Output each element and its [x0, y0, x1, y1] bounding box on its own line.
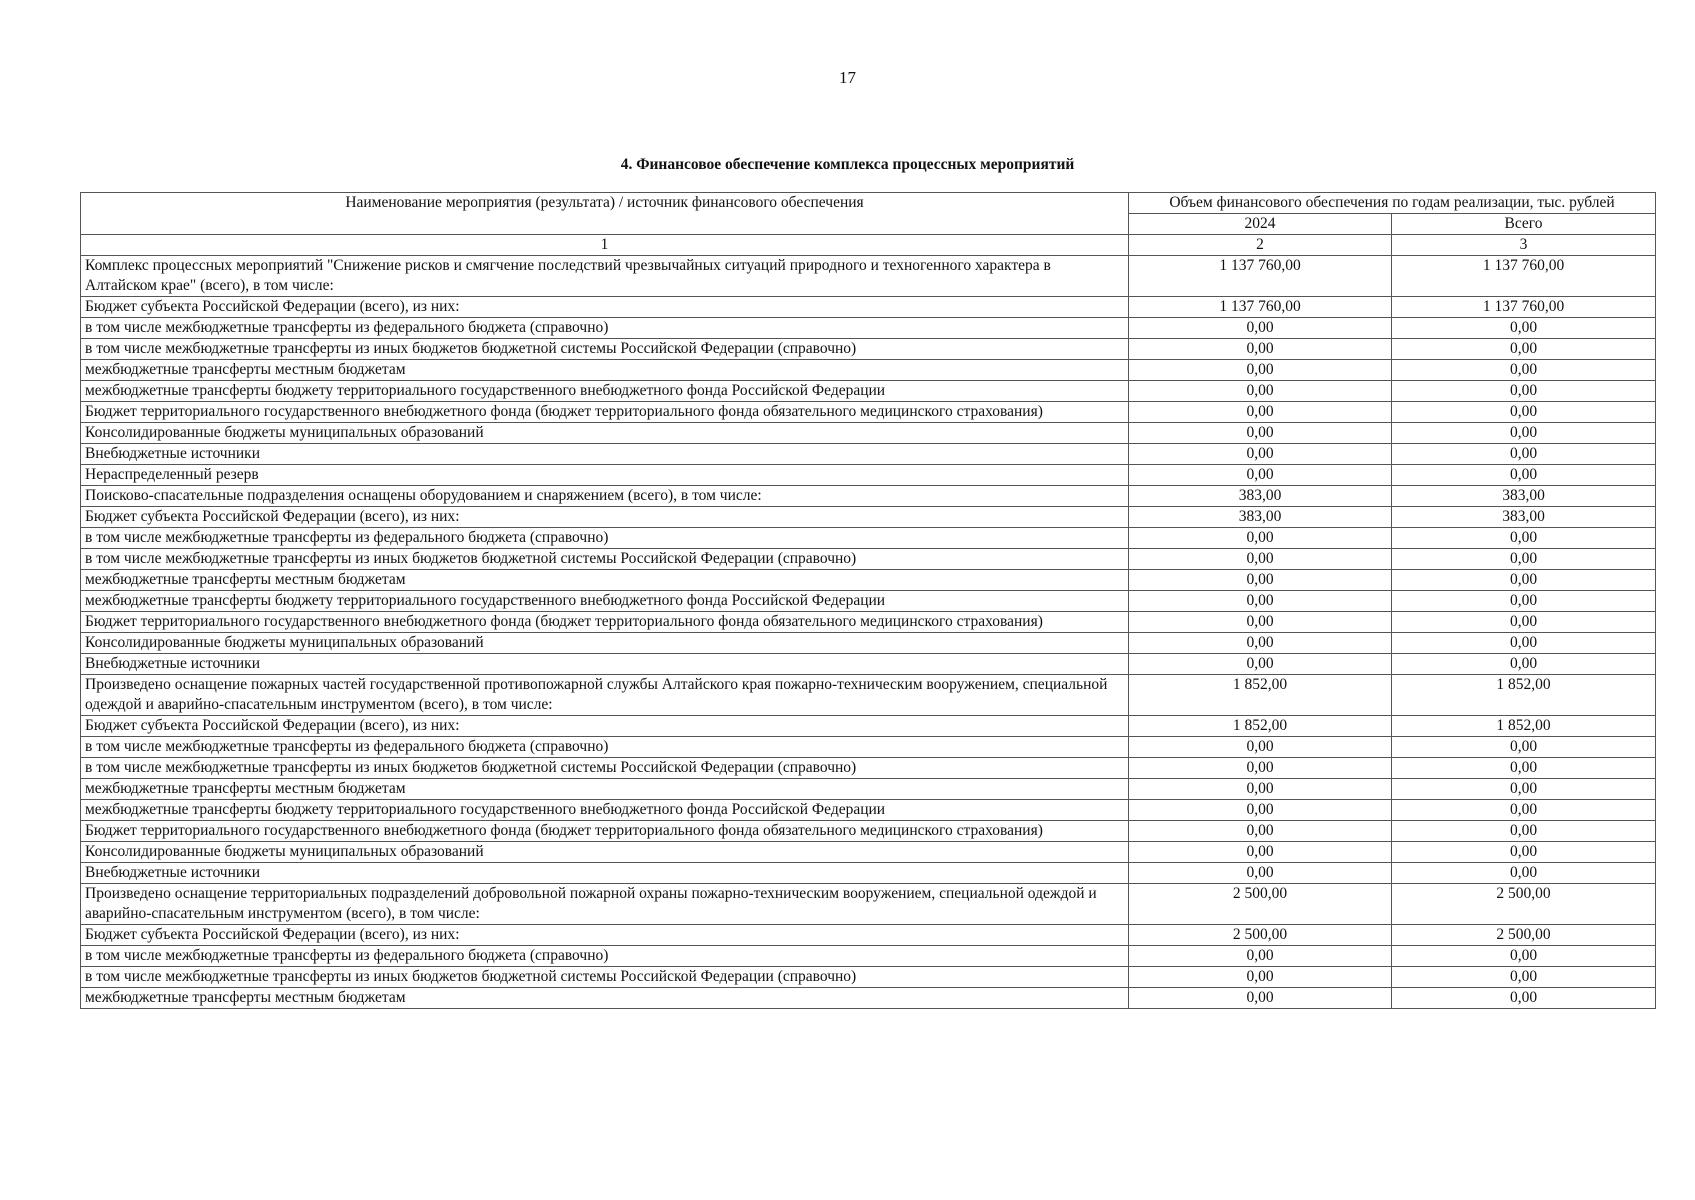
table-row: [81, 402, 1656, 423]
row-2024-cell: 383,00: [1129, 507, 1392, 528]
row-2024-cell: 0,00: [1129, 654, 1392, 675]
row-2024-cell: 0,00: [1129, 423, 1392, 444]
row-total-cell: 0,00: [1392, 528, 1656, 549]
row-total-cell: 0,00: [1392, 779, 1656, 800]
row-2024-cell: 1 137 760,00: [1129, 297, 1392, 318]
row-2024-cell: 383,00: [1129, 486, 1392, 507]
table-row: [81, 528, 1656, 549]
row-2024-cell: 0,00: [1129, 402, 1392, 423]
row-total-cell: 0,00: [1392, 444, 1656, 465]
table-row: [81, 318, 1656, 339]
row-name-cell: межбюджетные трансферты местным бюджетам: [81, 360, 1129, 381]
row-total-cell: 0,00: [1392, 423, 1656, 444]
row-total-cell: 0,00: [1392, 633, 1656, 654]
row-total-cell: 0,00: [1392, 967, 1656, 988]
row-total-cell: 1 852,00: [1392, 675, 1656, 716]
col-number-1: 1: [81, 235, 1129, 256]
row-name-cell: межбюджетные трансферты бюджету территориального государственного внебюджетного фонда Российской Федерации: [81, 800, 1129, 821]
row-total-cell: 0,00: [1392, 821, 1656, 842]
row-total-cell: 0,00: [1392, 612, 1656, 633]
table-row: [81, 423, 1656, 444]
row-total-cell: 0,00: [1392, 842, 1656, 863]
table-row: [81, 339, 1656, 360]
row-total-cell: 383,00: [1392, 507, 1656, 528]
table-row: [81, 800, 1656, 821]
col-number-2: 2: [1129, 235, 1392, 256]
table-row: [81, 737, 1656, 758]
row-name-cell: Произведено оснащение пожарных частей государственной противопожарной службы Алтайского края пожарно-техническим вооружением, специальной одеждой и аварийно-спасательным инструментом (всего), в том числе:: [81, 675, 1129, 716]
row-2024-cell: 0,00: [1129, 779, 1392, 800]
row-name-cell: в том числе межбюджетные трансферты из иных бюджетов бюджетной системы Российской Федерации (справочно): [81, 758, 1129, 779]
row-total-cell: 0,00: [1392, 591, 1656, 612]
page-number: 17: [839, 68, 856, 87]
row-name-cell: Комплекс процессных мероприятий "Снижение рисков и смягчение последствий чрезвычайных ситуаций природного и техногенного характера в Алтайском крае" (всего), в том числе:: [81, 256, 1129, 297]
row-total-cell: 0,00: [1392, 737, 1656, 758]
row-name-cell: межбюджетные трансферты бюджету территориального государственного внебюджетного фонда Российской Федерации: [81, 591, 1129, 612]
header-col-numbers: [81, 235, 1656, 256]
table-row: [81, 967, 1656, 988]
row-total-cell: 0,00: [1392, 800, 1656, 821]
table-row: [81, 925, 1656, 946]
row-name-cell: Консолидированные бюджеты муниципальных образований: [81, 423, 1129, 444]
row-2024-cell: 2 500,00: [1129, 884, 1392, 925]
table-row: [81, 884, 1656, 925]
row-name-cell: межбюджетные трансферты местным бюджетам: [81, 570, 1129, 591]
row-2024-cell: 0,00: [1129, 444, 1392, 465]
row-2024-cell: 0,00: [1129, 318, 1392, 339]
table-row: [81, 591, 1656, 612]
table-row: [81, 444, 1656, 465]
row-2024-cell: 0,00: [1129, 465, 1392, 486]
row-2024-cell: 0,00: [1129, 737, 1392, 758]
table-row: [81, 633, 1656, 654]
row-name-cell: в том числе межбюджетные трансферты из иных бюджетов бюджетной системы Российской Федерации (справочно): [81, 549, 1129, 570]
row-name-cell: Консолидированные бюджеты муниципальных образований: [81, 633, 1129, 654]
row-2024-cell: 2 500,00: [1129, 925, 1392, 946]
financing-table: [80, 192, 1656, 1009]
row-name-cell: в том числе межбюджетные трансферты из федерального бюджета (справочно): [81, 318, 1129, 339]
row-name-cell: Внебюджетные источники: [81, 444, 1129, 465]
row-2024-cell: 1 137 760,00: [1129, 256, 1392, 297]
row-total-cell: 0,00: [1392, 988, 1656, 1009]
row-total-cell: 0,00: [1392, 549, 1656, 570]
row-name-cell: Бюджет субъекта Российской Федерации (всего), из них:: [81, 925, 1129, 946]
row-name-cell: Бюджет субъекта Российской Федерации (всего), из них:: [81, 507, 1129, 528]
table-row: [81, 256, 1656, 297]
row-2024-cell: 0,00: [1129, 633, 1392, 654]
row-total-cell: 0,00: [1392, 339, 1656, 360]
table-row: [81, 549, 1656, 570]
header-year-col: 2024: [1129, 214, 1392, 235]
row-name-cell: в том числе межбюджетные трансферты из федерального бюджета (справочно): [81, 737, 1129, 758]
row-total-cell: 0,00: [1392, 465, 1656, 486]
row-total-cell: 1 137 760,00: [1392, 297, 1656, 318]
table-row: [81, 716, 1656, 737]
row-name-cell: в том числе межбюджетные трансферты из федерального бюджета (справочно): [81, 946, 1129, 967]
table-row: [81, 381, 1656, 402]
row-2024-cell: 1 852,00: [1129, 675, 1392, 716]
header-total-col: Всего: [1392, 214, 1656, 235]
section-title: 4. Финансовое обеспечение комплекса процессных мероприятий: [620, 156, 1075, 173]
row-total-cell: 0,00: [1392, 360, 1656, 381]
row-name-cell: Произведено оснащение территориальных подразделений добровольной пожарной охраны пожарно-техническим вооружением, специальной одеждой и аварийно-спасательным инструментом (всего), в том числе:: [81, 884, 1129, 925]
row-2024-cell: 0,00: [1129, 758, 1392, 779]
table-row: [81, 946, 1656, 967]
row-2024-cell: 0,00: [1129, 612, 1392, 633]
col-number-3: 3: [1392, 235, 1656, 256]
row-total-cell: 0,00: [1392, 946, 1656, 967]
row-name-cell: в том числе межбюджетные трансферты из иных бюджетов бюджетной системы Российской Федерации (справочно): [81, 339, 1129, 360]
row-name-cell: Нераспределенный резерв: [81, 465, 1129, 486]
row-total-cell: 2 500,00: [1392, 925, 1656, 946]
row-2024-cell: 0,00: [1129, 549, 1392, 570]
table-row: [81, 821, 1656, 842]
row-2024-cell: 1 852,00: [1129, 716, 1392, 737]
table-row: [81, 297, 1656, 318]
row-name-cell: Бюджет территориального государственного внебюджетного фонда (бюджет территориального фонда обязательного медицинского страхования): [81, 402, 1129, 423]
row-total-cell: 0,00: [1392, 402, 1656, 423]
row-2024-cell: 0,00: [1129, 863, 1392, 884]
row-2024-cell: 0,00: [1129, 381, 1392, 402]
header-name-col: Наименование мероприятия (результата) / источник финансового обеспечения: [81, 193, 1129, 235]
table-row: [81, 612, 1656, 633]
row-total-cell: 1 137 760,00: [1392, 256, 1656, 297]
row-total-cell: 0,00: [1392, 570, 1656, 591]
row-2024-cell: 0,00: [1129, 988, 1392, 1009]
row-name-cell: Внебюджетные источники: [81, 654, 1129, 675]
row-total-cell: 2 500,00: [1392, 884, 1656, 925]
table-row: [81, 360, 1656, 381]
row-name-cell: Бюджет субъекта Российской Федерации (всего), из них:: [81, 716, 1129, 737]
row-total-cell: 0,00: [1392, 863, 1656, 884]
row-2024-cell: 0,00: [1129, 800, 1392, 821]
table-row: [81, 507, 1656, 528]
row-name-cell: межбюджетные трансферты местным бюджетам: [81, 779, 1129, 800]
header-volume-col: Объем финансового обеспечения по годам реализации, тыс. рублей: [1129, 193, 1656, 214]
row-2024-cell: 0,00: [1129, 339, 1392, 360]
row-total-cell: 0,00: [1392, 381, 1656, 402]
row-name-cell: межбюджетные трансферты бюджету территориального государственного внебюджетного фонда Российской Федерации: [81, 381, 1129, 402]
table-row: [81, 779, 1656, 800]
row-total-cell: 0,00: [1392, 758, 1656, 779]
table-row: [81, 758, 1656, 779]
table-row: [81, 570, 1656, 591]
row-2024-cell: 0,00: [1129, 821, 1392, 842]
row-name-cell: в том числе межбюджетные трансферты из федерального бюджета (справочно): [81, 528, 1129, 549]
table-row: [81, 654, 1656, 675]
row-2024-cell: 0,00: [1129, 528, 1392, 549]
row-name-cell: Бюджет территориального государственного внебюджетного фонда (бюджет территориального фонда обязательного медицинского страхования): [81, 612, 1129, 633]
row-name-cell: Бюджет субъекта Российской Федерации (всего), из них:: [81, 297, 1129, 318]
row-name-cell: межбюджетные трансферты местным бюджетам: [81, 988, 1129, 1009]
row-2024-cell: 0,00: [1129, 946, 1392, 967]
row-total-cell: 383,00: [1392, 486, 1656, 507]
table-row: [81, 465, 1656, 486]
row-2024-cell: 0,00: [1129, 591, 1392, 612]
table-row: [81, 863, 1656, 884]
header-row-1: [81, 193, 1656, 214]
row-name-cell: Консолидированные бюджеты муниципальных образований: [81, 842, 1129, 863]
table-row: [81, 486, 1656, 507]
row-name-cell: Внебюджетные источники: [81, 863, 1129, 884]
row-total-cell: 0,00: [1392, 318, 1656, 339]
row-name-cell: Поисково-спасательные подразделения оснащены оборудованием и снаряжением (всего), в том числе:: [81, 486, 1129, 507]
row-2024-cell: 0,00: [1129, 360, 1392, 381]
row-total-cell: 1 852,00: [1392, 716, 1656, 737]
row-name-cell: Бюджет территориального государственного внебюджетного фонда (бюджет территориального фонда обязательного медицинского страхования): [81, 821, 1129, 842]
row-total-cell: 0,00: [1392, 654, 1656, 675]
row-2024-cell: 0,00: [1129, 967, 1392, 988]
table-row: [81, 842, 1656, 863]
row-2024-cell: 0,00: [1129, 570, 1392, 591]
table-row: [81, 675, 1656, 716]
row-name-cell: в том числе межбюджетные трансферты из иных бюджетов бюджетной системы Российской Федерации (справочно): [81, 967, 1129, 988]
table-row: [81, 988, 1656, 1009]
row-2024-cell: 0,00: [1129, 842, 1392, 863]
